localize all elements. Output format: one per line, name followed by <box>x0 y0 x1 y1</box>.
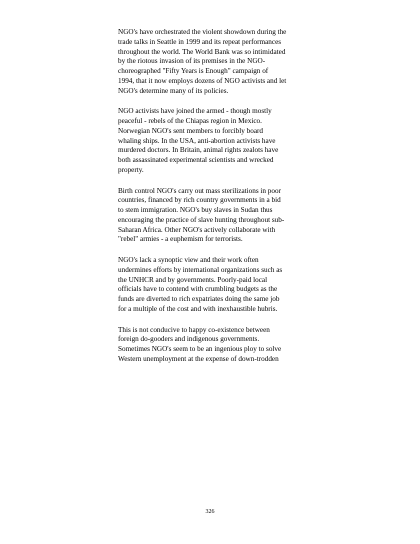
paragraph-5 <box>118 326 314 365</box>
text-line: NGO's lack a synoptic view and their work often <box>118 256 259 264</box>
paragraph-4 <box>118 256 314 315</box>
text-line: funds are diverted to rich expatriates doing the same job <box>118 295 280 303</box>
text-line: Western unemployment at the expense of down-trodden <box>118 354 279 363</box>
text-line: officials have to contend with crumbling budgets as the <box>118 285 278 294</box>
text-line: trade talks in Seattle in 1999 and its repeat performances <box>118 37 282 46</box>
text-line: foreign do-gooders and indigenous governments. <box>118 335 260 344</box>
text-line: countries, financed by rich country governments in a bid <box>118 196 281 205</box>
text-line: property. <box>118 165 144 174</box>
text-line: peaceful - rebels of the Chiapas region in Mexico. <box>118 117 262 125</box>
text-line: murdered doctors. In Britain, animal rights zealots have <box>118 146 279 155</box>
text-line: to stem immigration. NGO's buy slaves in Sudan thus <box>118 206 273 214</box>
text-line: both assassinated experimental scientists and wrecked <box>118 156 274 164</box>
text-line: NGO's have orchestrated the violent showdown during the <box>118 28 287 36</box>
text-line: "rebel" armies - a euphemism for terrorists. <box>118 235 243 244</box>
text-line: undermines efforts by international organizations such as <box>118 265 283 274</box>
text-line: encouraging the practice of slave hunting throughout sub- <box>118 215 285 224</box>
page-number: 326 <box>205 509 215 515</box>
text-line: Saharan Africa. Other NGO's actively collaborate with <box>118 225 276 234</box>
text-line: by the riotous invasion of its premises in the NGO- <box>118 57 266 66</box>
text-line: throughout the world. The World Bank was so intimidated <box>118 47 286 56</box>
text-line: 1994, that it now employs dozens of NGO activists and let <box>118 76 287 85</box>
text-line: whaling ships. In the USA, anti-abortion activists have <box>118 136 276 145</box>
body-text <box>118 28 314 376</box>
text-line: Birth control NGO's carry out mass sterilizations in poor <box>118 186 281 195</box>
text-line: This is not conducive to happy co-existence between <box>118 325 270 334</box>
paragraph-1 <box>118 28 314 96</box>
text-line: choreographed "Fifty Years is Enough" campaign of <box>118 67 269 75</box>
paragraph-3 <box>118 187 314 246</box>
text-line: Sometimes NGO's seem to be an ingenious ploy to solve <box>118 345 282 353</box>
text-line: the UNHCR and by governments. Poorly-paid local <box>118 275 268 284</box>
paragraph-2 <box>118 107 314 175</box>
text-line: NGO activists have joined the armed - though mostly <box>118 107 272 116</box>
text-line: for a multiple of the cost and with inexhaustible hubris. <box>118 304 278 313</box>
text-line: NGO's determine many of its policies. <box>118 86 229 95</box>
text-line: Norwegian NGO's sent members to forcibly board <box>118 126 264 135</box>
